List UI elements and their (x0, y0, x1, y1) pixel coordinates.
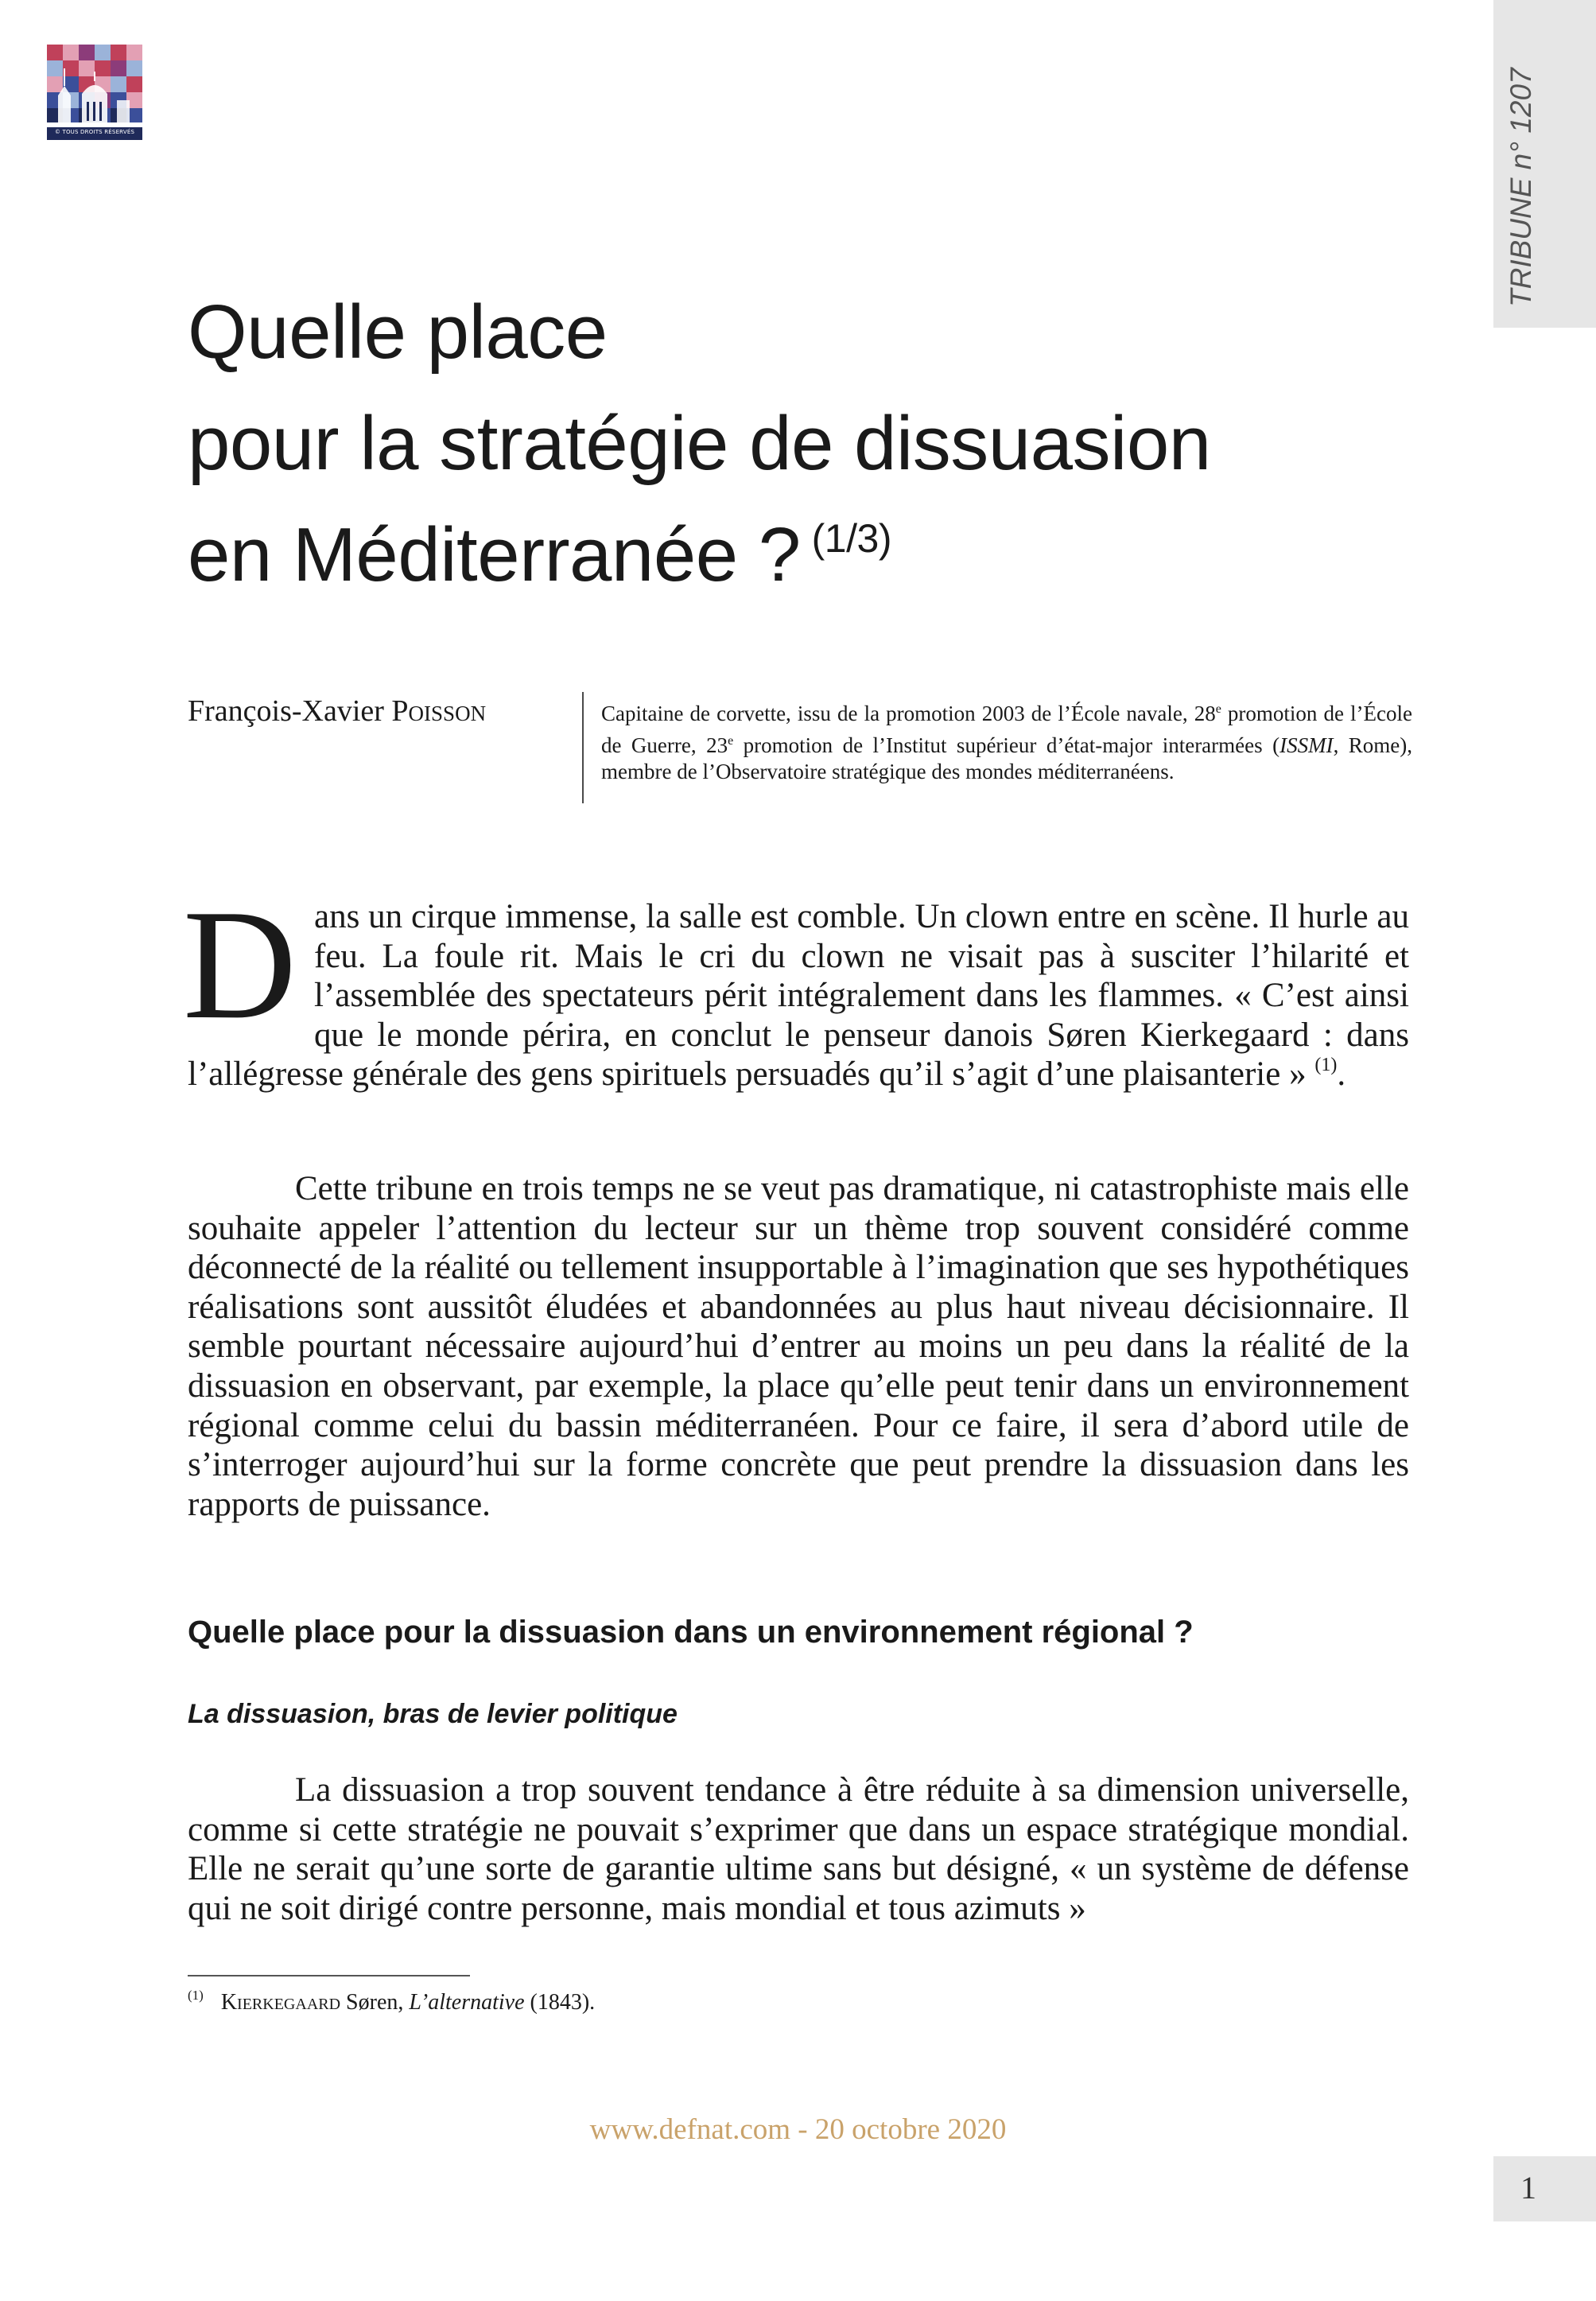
paragraph-body (188, 1770, 1409, 1928)
title-part-number: (1/3) (811, 516, 891, 561)
paragraph-body-text: Cette tribune en trois temps ne se veut pas dramatique, ni catastrophiste mais elle souhaite appeler l’attention du lecteur sur un thème trop souvent considéré comme déconnecté de la réalité ou tellement insupportable à l’imagination que ses hypothétiques réalisations sont aussitôt éludées et abandonnées au plus haut niveau décisionnaire. Il semble pourtant nécessaire aujourd’hui d’entrer au moins un peu dans la réalité de la dissuasion en observant, par exemple, la place qu’elle peut tenir dans un environnement régional comme celui du bassin méditerranéen. Pour ce faire, il sera d’abord utile de s’interroger aujourd’hui sur la forme concrète que peut prendre la dissuasion dans les rapports de puissance. (188, 1170, 1409, 1523)
author-bio-institute: ISSMI (1280, 733, 1334, 757)
tribune-number: TRIBUNE n° 1207 (1505, 68, 1537, 307)
page-number: 1 (1520, 2170, 1536, 2206)
subsection-heading: La dissuasion, bras de levier politique (188, 1699, 678, 1729)
page-number-box (1493, 2156, 1596, 2221)
paragraph-body (188, 1169, 1409, 1524)
author-bio-superscript: e (1215, 702, 1221, 716)
author-bio-text: Capitaine de corvette, issu de la promotion 2003 de l’École navale, 28 (601, 702, 1216, 725)
footnote (188, 1990, 595, 2015)
author-bio (601, 696, 1412, 786)
footer-website-date[interactable]: www.defnat.com - 20 octobre 2020 (589, 2113, 1007, 2146)
title-line-1: Quelle place (188, 290, 608, 375)
paragraph-intro (183, 877, 1409, 1094)
paragraph-intro-text: ans un cirque immense, la salle est comble. Un clown entre en scène. Il hurle au feu. La foule rit. Mais le cri du clown ne visait pas à susciter l’hilarité et l’assemblée des spectateurs périt intégralement dans les flammes. « C’est ainsi que le monde périra, en conclut le penseur danois Søren Kierkegaard : dans l’allégresse générale des gens spirituels persuadés qu’il s’agit d’une plaisanterie » (188, 898, 1409, 1094)
drop-cap: D (183, 877, 297, 1051)
logo-caption: © TOUS DROITS RÉSERVÉS (54, 129, 135, 135)
author-name (188, 694, 486, 729)
footnote-text: Søren, (340, 1990, 410, 2015)
title-line-2: pour la stratégie de dissuasion (188, 401, 1211, 486)
author-last-name: Poisson (391, 694, 487, 728)
page-title (188, 277, 1428, 611)
paragraph-intro-end: . (1337, 1055, 1346, 1094)
author-divider (582, 692, 584, 803)
footnote-divider (188, 1975, 470, 1976)
section-heading: Quelle place pour la dissuasion dans un environnement régional ? (188, 1615, 1194, 1650)
tribune-tab (1493, 0, 1596, 328)
author-bio-text: , Rome), membre de l’Observatoire stratégique des mondes méditerranéens. (601, 733, 1412, 783)
title-line-3 (188, 499, 1428, 611)
footnote-reference[interactable]: (1) (1314, 1055, 1338, 1076)
author-bio-text: promotion de l’Institut supérieur d’état-major interarmées ( (733, 733, 1280, 757)
footnote-work-title: L’alternative (409, 1990, 525, 2015)
title-line-3-text: en Méditerranée ? (188, 512, 801, 597)
building-silhouette-icon (47, 45, 142, 127)
paragraph-body-text: La dissuasion a trop souvent tendance à être réduite à sa dimension universelle, comme si cette stratégie ne pouvait s’exprimer que dans un espace stratégique mondial. Elle ne serait qu’une sorte de garantie ultime sans but désigné, « un système de défense qui ne soit dirigé contre personne, mais mondial et tous azimuts » (188, 1771, 1409, 1927)
author-bio-superscript: e (728, 733, 734, 748)
footnote-author: Kierkegaard (220, 1990, 341, 2015)
author-bio-text: promotion de l’École de Guerre, 23 (601, 702, 1412, 757)
author-first-name: François-Xavier (188, 694, 384, 728)
institution-logo-icon (47, 45, 142, 140)
footnote-text: (1843). (524, 1990, 596, 2015)
footnote-number: (1) (188, 1988, 204, 2003)
